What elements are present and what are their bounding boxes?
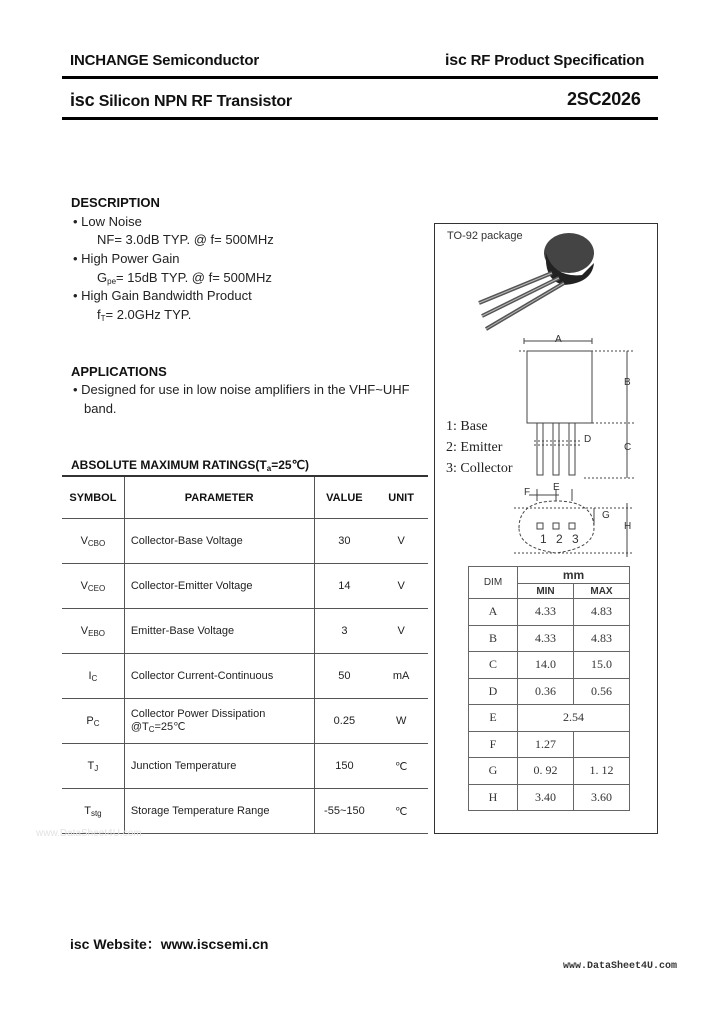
- value-cell: 3: [314, 609, 374, 654]
- table-row: [469, 758, 630, 785]
- min-cell: 0. 92: [518, 758, 574, 785]
- value-cell: 14: [314, 564, 374, 609]
- max-cell: 0.56: [574, 678, 630, 705]
- pin-number-3: 3: [572, 532, 579, 546]
- description-item-label: Low Noise: [81, 214, 142, 229]
- value-cell: -55~150: [314, 789, 374, 834]
- symbol-cell: $I_C$: [62, 654, 124, 699]
- spec-type: [445, 52, 644, 70]
- dim-cell: H: [469, 784, 518, 811]
- pin-label-base: 1: Base: [446, 419, 488, 434]
- description-item-label: High Gain Bandwidth Product: [81, 288, 252, 303]
- parameter-cell: Storage Temperature Range: [124, 789, 314, 834]
- table-row: [62, 789, 428, 834]
- pin-number-2: 2: [556, 532, 563, 546]
- applications-line-1: • Designed for use in low noise amplifiers in the VHF~UHF: [73, 382, 410, 397]
- description-detail-2: [97, 270, 272, 286]
- ratings-table: [62, 477, 428, 834]
- max-cell: [574, 731, 630, 758]
- description-item-1: • Low Noise: [73, 214, 142, 229]
- value-header: VALUE: [314, 477, 374, 519]
- transistor-3d-icon: [479, 233, 594, 329]
- value-cell: 0.25: [314, 699, 374, 744]
- ratings-title-rest: =25℃): [271, 458, 310, 472]
- dim-cell: E: [469, 705, 518, 732]
- pin-label-emitter: 2: Emitter: [446, 440, 503, 455]
- gain-value: = 15dB TYP. @ f= 500MHz: [116, 270, 272, 285]
- max-cell: 4.83: [574, 625, 630, 652]
- applications-line-2: band.: [84, 401, 117, 416]
- unit-cell: ℃: [374, 789, 428, 834]
- max-cell: 4.83: [574, 599, 630, 626]
- parameter-cell: Collector-Base Voltage: [124, 519, 314, 564]
- package-drawing: [434, 223, 656, 563]
- title-brand: isc: [70, 90, 95, 110]
- ft-symbol: f: [97, 307, 101, 322]
- spec-text: RF Product Specification: [470, 52, 645, 69]
- symbol-cell: $V_{CEO}$: [62, 564, 124, 609]
- header-rule-top: [62, 76, 658, 79]
- website-url[interactable]: www.iscsemi.cn: [160, 936, 269, 952]
- min-cell: 14.0: [518, 652, 574, 679]
- parameter-cell: Collector Current-Continuous: [124, 654, 314, 699]
- header-rule-bottom: [62, 117, 658, 120]
- min-cell: 4.33: [518, 599, 574, 626]
- table-row: [469, 625, 630, 652]
- footer-website: [70, 934, 268, 954]
- dim-label-e: E: [553, 482, 560, 493]
- symbol-cell: $P_C$: [62, 699, 124, 744]
- min-header: MIN: [518, 584, 574, 599]
- symbol-cell: $T_J$: [62, 744, 124, 789]
- dim-cell: G: [469, 758, 518, 785]
- table-row: [62, 564, 428, 609]
- table-row: [62, 519, 428, 564]
- applications-heading: APPLICATIONS: [71, 364, 167, 379]
- watermark-left: www.DataSheet4U.com: [36, 828, 142, 839]
- dim-label-c: C: [624, 442, 632, 453]
- dim-cell: A: [469, 599, 518, 626]
- description-detail-3: [97, 307, 191, 323]
- unit-cell: W: [374, 699, 428, 744]
- dim-label-b: B: [624, 377, 631, 388]
- parameter-cell: Collector-Emitter Voltage: [124, 564, 314, 609]
- unit-cell: V: [374, 609, 428, 654]
- description-item-label: High Power Gain: [81, 251, 180, 266]
- table-row: [62, 654, 428, 699]
- description-item-3: • High Gain Bandwidth Product: [73, 288, 252, 303]
- dimension-table: [468, 566, 630, 811]
- doc-title: [70, 90, 292, 111]
- dim-label-f: F: [524, 487, 531, 498]
- unit-header: UNIT: [374, 477, 428, 519]
- ratings-title: [71, 458, 309, 473]
- pin-label-collector: 3: Collector: [446, 461, 513, 476]
- dim-label-g: G: [602, 510, 610, 521]
- max-header: MAX: [574, 584, 630, 599]
- unit-cell: V: [374, 519, 428, 564]
- watermark-right: www.DataSheet4U.com: [563, 961, 678, 972]
- symbol-cell: $V_{CBO}$: [62, 519, 124, 564]
- part-number: 2SC2026: [567, 89, 641, 109]
- table-row: [62, 609, 428, 654]
- description-item-2: • High Power Gain: [73, 251, 180, 266]
- dim-cell: F: [469, 731, 518, 758]
- table-row: [62, 699, 428, 744]
- min-cell: 0.36: [518, 678, 574, 705]
- ratings-title-sub: a: [266, 464, 272, 473]
- min-cell: 3.40: [518, 784, 574, 811]
- table-row: [62, 744, 428, 789]
- table-row: [469, 731, 630, 758]
- value-cell: 50: [314, 654, 374, 699]
- company-name: INCHANGE Semiconductor: [70, 52, 259, 69]
- ft-subscript: T: [100, 314, 106, 323]
- description-heading: DESCRIPTION: [71, 195, 160, 210]
- max-cell: 1. 12: [574, 758, 630, 785]
- parameter-cell: Collector Power Dissipation $@T_C=25℃$: [124, 699, 314, 744]
- gain-symbol: G: [97, 270, 108, 285]
- parameter-cell: Junction Temperature: [124, 744, 314, 789]
- unit-header: mm: [518, 567, 630, 584]
- table-row: [469, 784, 630, 811]
- ratings-title-main: ABSOLUTE MAXIMUM RATINGS(T: [71, 458, 267, 472]
- ratings-header-row: [62, 477, 428, 519]
- min-cell: 1.27: [518, 731, 574, 758]
- min-cell: 4.33: [518, 625, 574, 652]
- unit-cell: mA: [374, 654, 428, 699]
- unit-cell: ℃: [374, 744, 428, 789]
- symbol-header: SYMBOL: [62, 477, 124, 519]
- ft-value: = 2.0GHz TYP.: [105, 307, 192, 322]
- title-text: Silicon NPN RF Transistor: [98, 93, 292, 110]
- parameter-cell: Emitter-Base Voltage: [124, 609, 314, 654]
- parameter-header: PARAMETER: [124, 477, 314, 519]
- span-cell: 2.54: [518, 705, 630, 732]
- spec-brand: isc: [445, 52, 467, 69]
- dimension-header-row: [469, 567, 630, 584]
- symbol-cell: $T_{stg}$: [62, 789, 124, 834]
- table-row: [469, 705, 630, 732]
- value-cell: 150: [314, 744, 374, 789]
- dim-cell: B: [469, 625, 518, 652]
- dim-label-h: H: [624, 521, 632, 532]
- package-label: TO-92 package: [447, 230, 523, 242]
- unit-cell: V: [374, 564, 428, 609]
- max-cell: 15.0: [574, 652, 630, 679]
- table-row: [469, 678, 630, 705]
- dim-label-d: D: [584, 434, 592, 445]
- pin-number-1: 1: [540, 532, 547, 546]
- max-cell: 3.60: [574, 784, 630, 811]
- table-row: [469, 652, 630, 679]
- dim-label-a: A: [555, 334, 562, 345]
- applications-text: Designed for use in low noise amplifiers in the VHF~UHF: [81, 382, 410, 397]
- dim-cell: C: [469, 652, 518, 679]
- symbol-cell: $V_{EBO}$: [62, 609, 124, 654]
- website-label: isc Website：: [70, 936, 161, 952]
- value-cell: 30: [314, 519, 374, 564]
- dim-header: DIM: [469, 567, 518, 599]
- gain-subscript: pe: [107, 277, 117, 286]
- description-detail-1: NF= 3.0dB TYP. @ f= 500MHz: [97, 232, 274, 247]
- dim-cell: D: [469, 678, 518, 705]
- table-row: [469, 599, 630, 626]
